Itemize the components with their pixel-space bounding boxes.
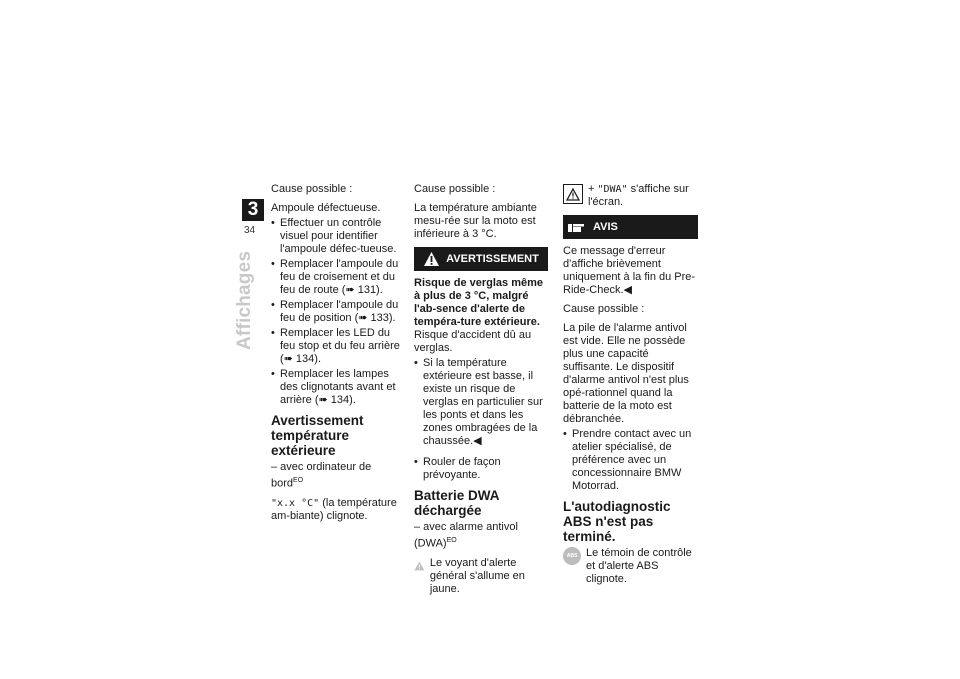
cause-value: La température ambiante mesu-rée sur la moto est inférieure à 3 °C. bbox=[414, 202, 537, 240]
warning-title: AVERTISSEMENT bbox=[446, 252, 539, 265]
abs-warning-icon: ABS bbox=[563, 547, 581, 565]
warning-banner bbox=[414, 247, 548, 271]
section-label: Affichages bbox=[234, 250, 255, 350]
option-sup: EO bbox=[293, 477, 304, 484]
action-list bbox=[271, 217, 403, 407]
list-item: • Remplacer les LED du feu stop et du feu arrière (➠ 134). bbox=[271, 327, 403, 366]
option-line: – avec ordinateur de bord$^{EO}$ bbox=[271, 461, 372, 490]
dwa-code: "DWA" bbox=[597, 184, 628, 195]
section-heading: Batterie DWA déchargée bbox=[414, 488, 500, 518]
column-1 bbox=[271, 183, 403, 529]
lamp-text: Le voyant d'alerte général s'allume en jaune. bbox=[429, 556, 525, 595]
page-number: 34 bbox=[244, 225, 256, 236]
column-2 bbox=[414, 183, 548, 602]
list-item: • Si la température extérieure est basse, il existe un risque de verglas en particulier sur les ponts et dans les zones ombragées de la chaussée.◀ bbox=[414, 357, 548, 448]
warning-text: Risque d'accident dû au verglas. bbox=[414, 329, 532, 354]
cause-label: Cause possible : bbox=[563, 303, 645, 315]
section-heading: L'autodiagnostic ABS n'est pas terminé. bbox=[563, 499, 671, 544]
chapter-tab bbox=[242, 199, 264, 221]
cause-label: Cause possible : bbox=[271, 183, 353, 195]
abs-row bbox=[563, 547, 698, 586]
section-heading: Avertissement température extérieure bbox=[271, 413, 364, 458]
avis-text: Ce message d'erreur d'affiche brièvement uniquement à la fin du Pre-Ride-Check.◀ bbox=[563, 245, 696, 296]
column-3 bbox=[563, 183, 698, 592]
warning-list bbox=[414, 357, 548, 482]
lamp-row bbox=[414, 557, 548, 596]
list-item: • Effectuer un contrôle visuel pour identifier l'ampoule défec-tueuse. bbox=[271, 217, 403, 256]
display-code: "x.x °C" bbox=[271, 497, 320, 509]
chapter-number: 3 bbox=[247, 199, 259, 220]
list-item: • Remplacer l'ampoule du feu de position (➠ 133). bbox=[271, 299, 403, 325]
hand-pointer-icon bbox=[567, 221, 585, 233]
list-item: • Rouler de façon prévoyante. bbox=[414, 456, 548, 482]
dwa-display-row bbox=[563, 183, 698, 209]
dwa-display-text: + "DWA" s'affiche sur l'écran. bbox=[588, 183, 689, 208]
avis-title: AVIS bbox=[593, 220, 618, 233]
option-sup: EO bbox=[446, 537, 457, 544]
avis-banner bbox=[563, 215, 698, 239]
general-warning-lamp-icon bbox=[414, 557, 425, 575]
warning-display-icon bbox=[563, 184, 583, 204]
cause-value: Ampoule défectueuse. bbox=[271, 202, 381, 214]
action-list bbox=[563, 428, 698, 493]
list-item: • Remplacer les lampes des clignotants avant et arrière (➠ 134). bbox=[271, 368, 403, 407]
list-item: • Remplacer l'ampoule du feu de croisement et du feu de route (➠ 131). bbox=[271, 258, 403, 297]
option-line: – avec alarme antivol (DWA)$^{EO}$ bbox=[414, 521, 518, 550]
display-line: "x.x °C" (la température am-biante) clignote. bbox=[271, 496, 397, 522]
warning-bold: Risque de verglas même à plus de 3 °C, malgré l'ab-sence d'alerte de tempéra-ture extérieure. bbox=[414, 277, 544, 328]
abs-text: Le témoin de contrôle et d'alerte ABS clignote. bbox=[586, 547, 692, 585]
list-item: • Prendre contact avec un atelier spécialisé, de préférence avec un concessionnaire BMW Motorrad. bbox=[563, 428, 698, 493]
cause-value: La pile de l'alarme antivol est vide. Elle ne possède plus une capacité suffisante. Le dispositif d'alarme antivol n'est plus opé-rationnel quand la batterie de la moto est débranchée. bbox=[563, 322, 689, 425]
warning-icon bbox=[423, 251, 440, 267]
cause-label: Cause possible : bbox=[414, 183, 496, 195]
